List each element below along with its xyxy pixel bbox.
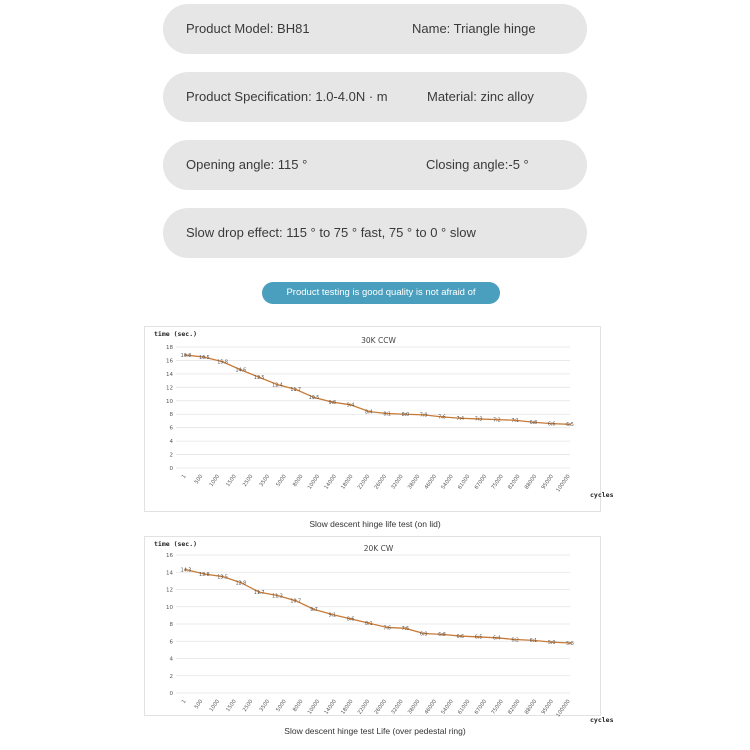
chart-30k-caption: Slow descent hinge life test (on lid)	[309, 519, 441, 529]
y-tick-label: 6	[169, 639, 173, 646]
x-tick-label: 46000	[423, 473, 439, 491]
x-tick-label: 500	[193, 473, 205, 486]
y-tick-label: 8	[169, 622, 173, 628]
x-tick-label: 8000	[292, 473, 305, 488]
spec-row-angles	[163, 140, 587, 190]
x-tick-label: 3500	[258, 473, 272, 488]
chart-title: 20K CW	[363, 544, 394, 553]
x-tick-label: 1	[180, 698, 188, 705]
spec-material: Material: zinc alloy	[427, 89, 534, 104]
data-label: 6.5	[474, 635, 483, 641]
x-tick-label: 500	[193, 698, 205, 711]
data-label: 7.5	[401, 627, 410, 633]
spec-row-model	[163, 4, 587, 54]
data-label: 12.8	[235, 581, 247, 587]
y-tick-label: 18	[166, 345, 173, 351]
chart-title: 30K CCW	[361, 336, 396, 345]
y-tick-label: 16	[166, 553, 173, 559]
x-tick-label: 75000	[490, 698, 505, 716]
data-label: 9.1	[328, 613, 337, 619]
y-tick-label: 16	[166, 358, 173, 365]
x-tick-label: 1000	[208, 473, 222, 488]
spec-closing-angle: Closing angle:-5 °	[426, 157, 529, 172]
y-tick-label: 4	[169, 439, 173, 446]
x-tick-label: 10000	[306, 473, 322, 491]
y-tick-label: 0	[169, 691, 173, 697]
data-label: 6.9	[419, 632, 428, 638]
x-tick-label: 22000	[356, 473, 372, 491]
y-axis-label: time (sec.)	[154, 330, 198, 338]
y-tick-label: 6	[169, 425, 173, 432]
data-label: 11.7	[290, 388, 302, 394]
data-label: 8.6	[346, 617, 355, 623]
data-label: 15.8	[217, 360, 228, 366]
data-label: 7.2	[493, 418, 501, 424]
x-axis-label: cycles	[590, 716, 614, 724]
quality-badge: Product testing is good quality is not afraid of comparison	[262, 282, 500, 304]
data-label: 8.4	[365, 410, 373, 416]
x-tick-label: 5000	[275, 698, 288, 713]
data-label: 12.4	[272, 383, 283, 389]
x-tick-label: 88000	[523, 698, 539, 716]
x-tick-label: 75000	[490, 473, 505, 491]
data-label: 8.0	[401, 413, 410, 419]
data-label: 5.8	[566, 641, 574, 647]
spec-model: Product Model: BH81	[186, 21, 310, 36]
x-tick-label: 100000	[555, 698, 572, 719]
x-tick-label: 38000	[406, 698, 422, 716]
y-tick-label: 14	[166, 570, 173, 577]
x-tick-label: 46000	[423, 698, 439, 716]
x-tick-label: 54000	[440, 473, 455, 491]
spec-opening-angle: Opening angle: 115 °	[186, 157, 308, 172]
x-tick-label: 88000	[523, 473, 539, 491]
x-tick-label: 1000	[208, 698, 222, 713]
x-tick-label: 38000	[406, 473, 422, 491]
x-tick-label: 10000	[306, 698, 322, 716]
chart-20k-cw	[144, 536, 614, 724]
data-label: 8.1	[383, 412, 391, 418]
x-tick-label: 67000	[473, 698, 489, 716]
x-tick-label: 95000	[540, 473, 555, 491]
y-tick-label: 2	[169, 452, 173, 459]
spec-name: Name: Triangle hinge	[412, 21, 536, 36]
x-tick-label: 2500	[241, 698, 255, 713]
data-label: 5.9	[547, 640, 556, 646]
data-label: 13.5	[217, 575, 228, 581]
data-label: 7.4	[456, 417, 465, 423]
data-label: 6.5	[566, 423, 574, 429]
data-label: 14.3	[180, 568, 192, 574]
x-tick-label: 67000	[473, 473, 489, 491]
x-tick-label: 26000	[373, 473, 388, 491]
y-tick-label: 8	[169, 412, 173, 419]
x-tick-label: 2500	[241, 473, 255, 488]
x-tick-label: 95000	[540, 698, 555, 716]
x-tick-label: 5000	[275, 473, 288, 488]
spec-row-specification	[163, 72, 587, 122]
data-label: 6.1	[529, 639, 538, 645]
data-label: 13.8	[198, 572, 210, 578]
x-tick-label: 82000	[507, 698, 522, 716]
x-tick-label: 14000	[323, 473, 338, 491]
data-label: 8.1	[365, 621, 373, 627]
x-tick-label: 22000	[356, 698, 372, 716]
data-label: 6.6	[456, 634, 465, 640]
data-label: 10.7	[290, 599, 302, 605]
x-tick-label: 100000	[555, 473, 572, 494]
x-tick-label: 14000	[323, 698, 338, 716]
x-tick-label: 61000	[457, 698, 472, 716]
data-label: 10.5	[308, 396, 320, 402]
y-tick-label: 4	[169, 656, 173, 663]
x-tick-label: 3500	[258, 698, 272, 713]
data-label: 6.8	[529, 421, 538, 427]
data-label: 9.4	[346, 403, 355, 409]
x-tick-label: 32000	[390, 698, 405, 716]
data-label: 16.8	[180, 353, 192, 359]
x-tick-label: 8000	[292, 698, 305, 713]
data-label: 14.6	[235, 368, 247, 374]
data-label: 9.7	[310, 608, 318, 614]
y-tick-label: 10	[166, 398, 173, 405]
data-label: 9.8	[328, 400, 337, 406]
x-tick-label: 82000	[507, 473, 522, 491]
x-tick-label: 54000	[440, 698, 455, 716]
x-tick-label: 61000	[457, 473, 472, 491]
x-tick-label: 1500	[225, 698, 238, 713]
data-label: 7.9	[419, 413, 428, 419]
y-axis-label: time (sec.)	[154, 540, 198, 548]
data-label: 7.1	[511, 419, 519, 425]
y-tick-label: 10	[166, 604, 173, 611]
chart-20k-caption: Slow descent hinge test Life (over pedestal ring)	[284, 726, 466, 736]
x-tick-label: 1	[180, 473, 188, 480]
data-label: 11.7	[253, 590, 265, 596]
spec-slow-drop: Slow drop effect: 115 ° to 75 ° fast, 75 ° to 0 ° slow	[186, 225, 476, 240]
data-label: 6.6	[547, 422, 556, 428]
x-tick-label: 18000	[340, 698, 355, 716]
data-label: 7.3	[474, 417, 483, 423]
y-tick-label: 12	[166, 587, 173, 594]
y-tick-label: 2	[169, 673, 173, 680]
data-label: 6.2	[511, 638, 519, 644]
x-tick-label: 26000	[373, 698, 388, 716]
y-tick-label: 14	[166, 371, 173, 378]
data-label: 7.6	[438, 415, 446, 421]
y-tick-label: 12	[166, 385, 173, 392]
data-label: 6.8	[438, 633, 446, 639]
x-axis-label: cycles	[590, 491, 614, 499]
data-label: 11.3	[272, 594, 283, 600]
x-tick-label: 1500	[225, 473, 238, 488]
data-label: 7.6	[383, 626, 391, 632]
chart-30k-ccw	[144, 326, 614, 512]
x-tick-label: 32000	[390, 473, 405, 491]
data-label: 6.4	[493, 636, 501, 642]
data-label: 13.5	[253, 376, 265, 382]
data-label: 16.5	[198, 355, 210, 361]
x-tick-label: 18000	[340, 473, 355, 491]
spec-row-slow-drop	[163, 208, 587, 258]
y-tick-label: 0	[169, 466, 173, 472]
spec-specification: Product Specification: 1.0-4.0N · m	[186, 89, 388, 104]
